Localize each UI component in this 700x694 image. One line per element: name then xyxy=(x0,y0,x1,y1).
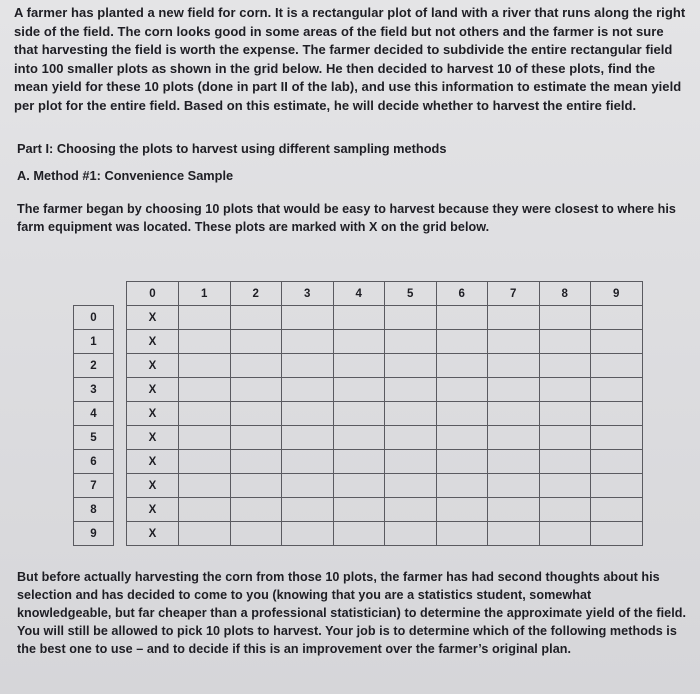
grid-cell xyxy=(385,378,437,402)
grid-cell xyxy=(539,498,591,522)
grid-gap xyxy=(114,306,127,330)
grid-cell xyxy=(488,450,540,474)
grid-cell xyxy=(436,522,488,546)
grid-cell xyxy=(591,330,643,354)
grid-cell xyxy=(282,474,334,498)
grid-cell xyxy=(591,426,643,450)
grid-cell xyxy=(179,378,231,402)
grid-cell xyxy=(230,474,282,498)
grid-cell xyxy=(539,426,591,450)
part-heading: Part I: Choosing the plots to harvest using different sampling methods xyxy=(17,141,447,156)
grid-cell xyxy=(333,402,385,426)
grid-cell xyxy=(230,426,282,450)
grid-cell xyxy=(230,522,282,546)
grid-column-header: 3 xyxy=(282,282,334,306)
grid-row-header: 4 xyxy=(74,402,114,426)
grid-cell xyxy=(333,450,385,474)
grid-cell xyxy=(436,306,488,330)
grid-cell xyxy=(436,402,488,426)
grid-cell xyxy=(539,522,591,546)
grid-column-header: 0 xyxy=(127,282,179,306)
grid-cell xyxy=(488,330,540,354)
grid-corner xyxy=(74,282,114,306)
grid-cell xyxy=(488,474,540,498)
grid-cell xyxy=(539,450,591,474)
grid-cell xyxy=(230,330,282,354)
grid-cell: X xyxy=(127,450,179,474)
outro-paragraph: But before actually harvesting the corn from those 10 plots, the farmer has had second thoughts about his selection and has decided to come to you (knowing that you are a statistics student, somewhat knowledgeable, but far cheaper than a professional statistician) to determine the approximate yield of the field. You will still be allowed to pick 10 plots to harvest. Your job is to determine which of the following methods is the best one to use – and to decide if this is an improvement over the farmer’s original plan. xyxy=(17,570,687,656)
grid-gap xyxy=(114,378,127,402)
grid-cell xyxy=(282,330,334,354)
grid-gap xyxy=(114,450,127,474)
grid-cell xyxy=(539,354,591,378)
grid-cell xyxy=(282,402,334,426)
grid-cell xyxy=(591,354,643,378)
grid-cell xyxy=(436,330,488,354)
grid-cell xyxy=(282,498,334,522)
grid-cell xyxy=(333,378,385,402)
intro-paragraph: A farmer has planted a new field for corn. It is a rectangular plot of land with a river that runs along the right side of the field. The corn looks good in some areas of the field but not others and the farmer is not sure that harvesting the field is worth the expense. The farmer decided to subdivide the entire rectangular field into 100 smaller plots as shown in the grid below. He then decided to harvest 10 of these plots, find the mean yield for these 10 plots (done in part II of the lab), and use this information to estimate the mean yield per plot for the entire field. Based on this estimate, he will decide whether to harvest the entire field. xyxy=(14,5,686,113)
grid-cell xyxy=(385,402,437,426)
grid-cell xyxy=(488,426,540,450)
grid-cell xyxy=(179,474,231,498)
grid-gap xyxy=(114,354,127,378)
grid-cell xyxy=(385,330,437,354)
grid-cell xyxy=(385,522,437,546)
grid-row xyxy=(74,474,643,498)
grid-cell xyxy=(591,522,643,546)
grid-cell xyxy=(179,306,231,330)
grid-row-header: 2 xyxy=(74,354,114,378)
grid-cell: X xyxy=(127,354,179,378)
grid-cell xyxy=(436,474,488,498)
grid-cell xyxy=(385,306,437,330)
grid-cell xyxy=(436,354,488,378)
grid-row-header: 0 xyxy=(74,306,114,330)
method-heading: A. Method #1: Convenience Sample xyxy=(17,168,234,183)
grid-cell: X xyxy=(127,330,179,354)
grid-cell xyxy=(591,474,643,498)
grid-cell xyxy=(436,378,488,402)
grid-cell xyxy=(179,450,231,474)
grid-column-header: 5 xyxy=(385,282,437,306)
grid-cell xyxy=(436,426,488,450)
grid-cell xyxy=(591,450,643,474)
grid-cell xyxy=(333,426,385,450)
grid-cell xyxy=(488,402,540,426)
grid-cell xyxy=(591,306,643,330)
grid-gap xyxy=(114,474,127,498)
grid-header-row xyxy=(74,282,643,306)
grid-cell xyxy=(333,474,385,498)
grid-row-header: 9 xyxy=(74,522,114,546)
grid-cell xyxy=(230,378,282,402)
grid-row xyxy=(74,354,643,378)
grid-cell xyxy=(591,378,643,402)
grid-gap xyxy=(114,402,127,426)
grid-cell xyxy=(333,330,385,354)
grid-cell xyxy=(385,426,437,450)
grid-cell xyxy=(179,402,231,426)
grid-cell xyxy=(539,474,591,498)
grid-cell xyxy=(488,522,540,546)
grid-cell: X xyxy=(127,402,179,426)
grid-column-header: 4 xyxy=(333,282,385,306)
grid-cell xyxy=(539,378,591,402)
grid-cell xyxy=(282,522,334,546)
grid-cell xyxy=(179,426,231,450)
grid-column-header: 7 xyxy=(488,282,540,306)
grid-row xyxy=(74,522,643,546)
grid-row-header: 8 xyxy=(74,498,114,522)
grid-cell xyxy=(333,522,385,546)
grid-row xyxy=(74,402,643,426)
grid-gap xyxy=(114,498,127,522)
grid-cell xyxy=(179,522,231,546)
grid-row-header: 5 xyxy=(74,426,114,450)
grid-cell xyxy=(591,498,643,522)
grid-cell xyxy=(333,306,385,330)
grid-cell xyxy=(230,354,282,378)
grid-cell: X xyxy=(127,378,179,402)
grid-cell xyxy=(179,354,231,378)
grid-cell xyxy=(488,378,540,402)
grid-cell xyxy=(230,402,282,426)
grid-cell xyxy=(282,426,334,450)
grid-cell xyxy=(333,354,385,378)
grid-cell xyxy=(230,498,282,522)
grid-cell xyxy=(282,450,334,474)
grid-row xyxy=(74,426,643,450)
grid-cell xyxy=(230,306,282,330)
grid-cell xyxy=(539,306,591,330)
grid-cell xyxy=(179,498,231,522)
grid-cell xyxy=(488,498,540,522)
grid-gap xyxy=(114,282,127,306)
grid-cell xyxy=(488,306,540,330)
grid-row-header: 1 xyxy=(74,330,114,354)
grid-column-header: 2 xyxy=(230,282,282,306)
grid-cell xyxy=(488,354,540,378)
grid-cell: X xyxy=(127,426,179,450)
grid-cell: X xyxy=(127,474,179,498)
grid-row xyxy=(74,330,643,354)
grid-row xyxy=(74,378,643,402)
plot-grid xyxy=(73,281,643,546)
grid-cell xyxy=(282,306,334,330)
grid-cell xyxy=(385,450,437,474)
grid-cell xyxy=(436,498,488,522)
grid-column-header: 8 xyxy=(539,282,591,306)
grid-cell xyxy=(385,498,437,522)
grid-row xyxy=(74,306,643,330)
grid-row xyxy=(74,450,643,474)
grid-row-header: 7 xyxy=(74,474,114,498)
grid-column-header: 9 xyxy=(591,282,643,306)
grid-cell xyxy=(385,474,437,498)
grid-cell xyxy=(539,402,591,426)
grid-cell xyxy=(333,498,385,522)
grid-column-header: 6 xyxy=(436,282,488,306)
grid-row xyxy=(74,498,643,522)
grid-cell: X xyxy=(127,306,179,330)
grid-gap xyxy=(114,522,127,546)
method-description: The farmer began by choosing 10 plots that would be easy to harvest because they were closest to where his farm equipment was located. These plots are marked with X on the grid below. xyxy=(17,202,676,234)
grid-cell xyxy=(179,330,231,354)
grid-cell xyxy=(282,378,334,402)
grid-row-header: 6 xyxy=(74,450,114,474)
grid-cell xyxy=(282,354,334,378)
grid-cell: X xyxy=(127,522,179,546)
grid-column-header: 1 xyxy=(179,282,231,306)
grid-gap xyxy=(114,330,127,354)
grid-cell xyxy=(385,354,437,378)
grid-cell xyxy=(230,450,282,474)
grid-row-header: 3 xyxy=(74,378,114,402)
grid-gap xyxy=(114,426,127,450)
grid-cell: X xyxy=(127,498,179,522)
grid-cell xyxy=(436,450,488,474)
grid-cell xyxy=(591,402,643,426)
grid-cell xyxy=(539,330,591,354)
